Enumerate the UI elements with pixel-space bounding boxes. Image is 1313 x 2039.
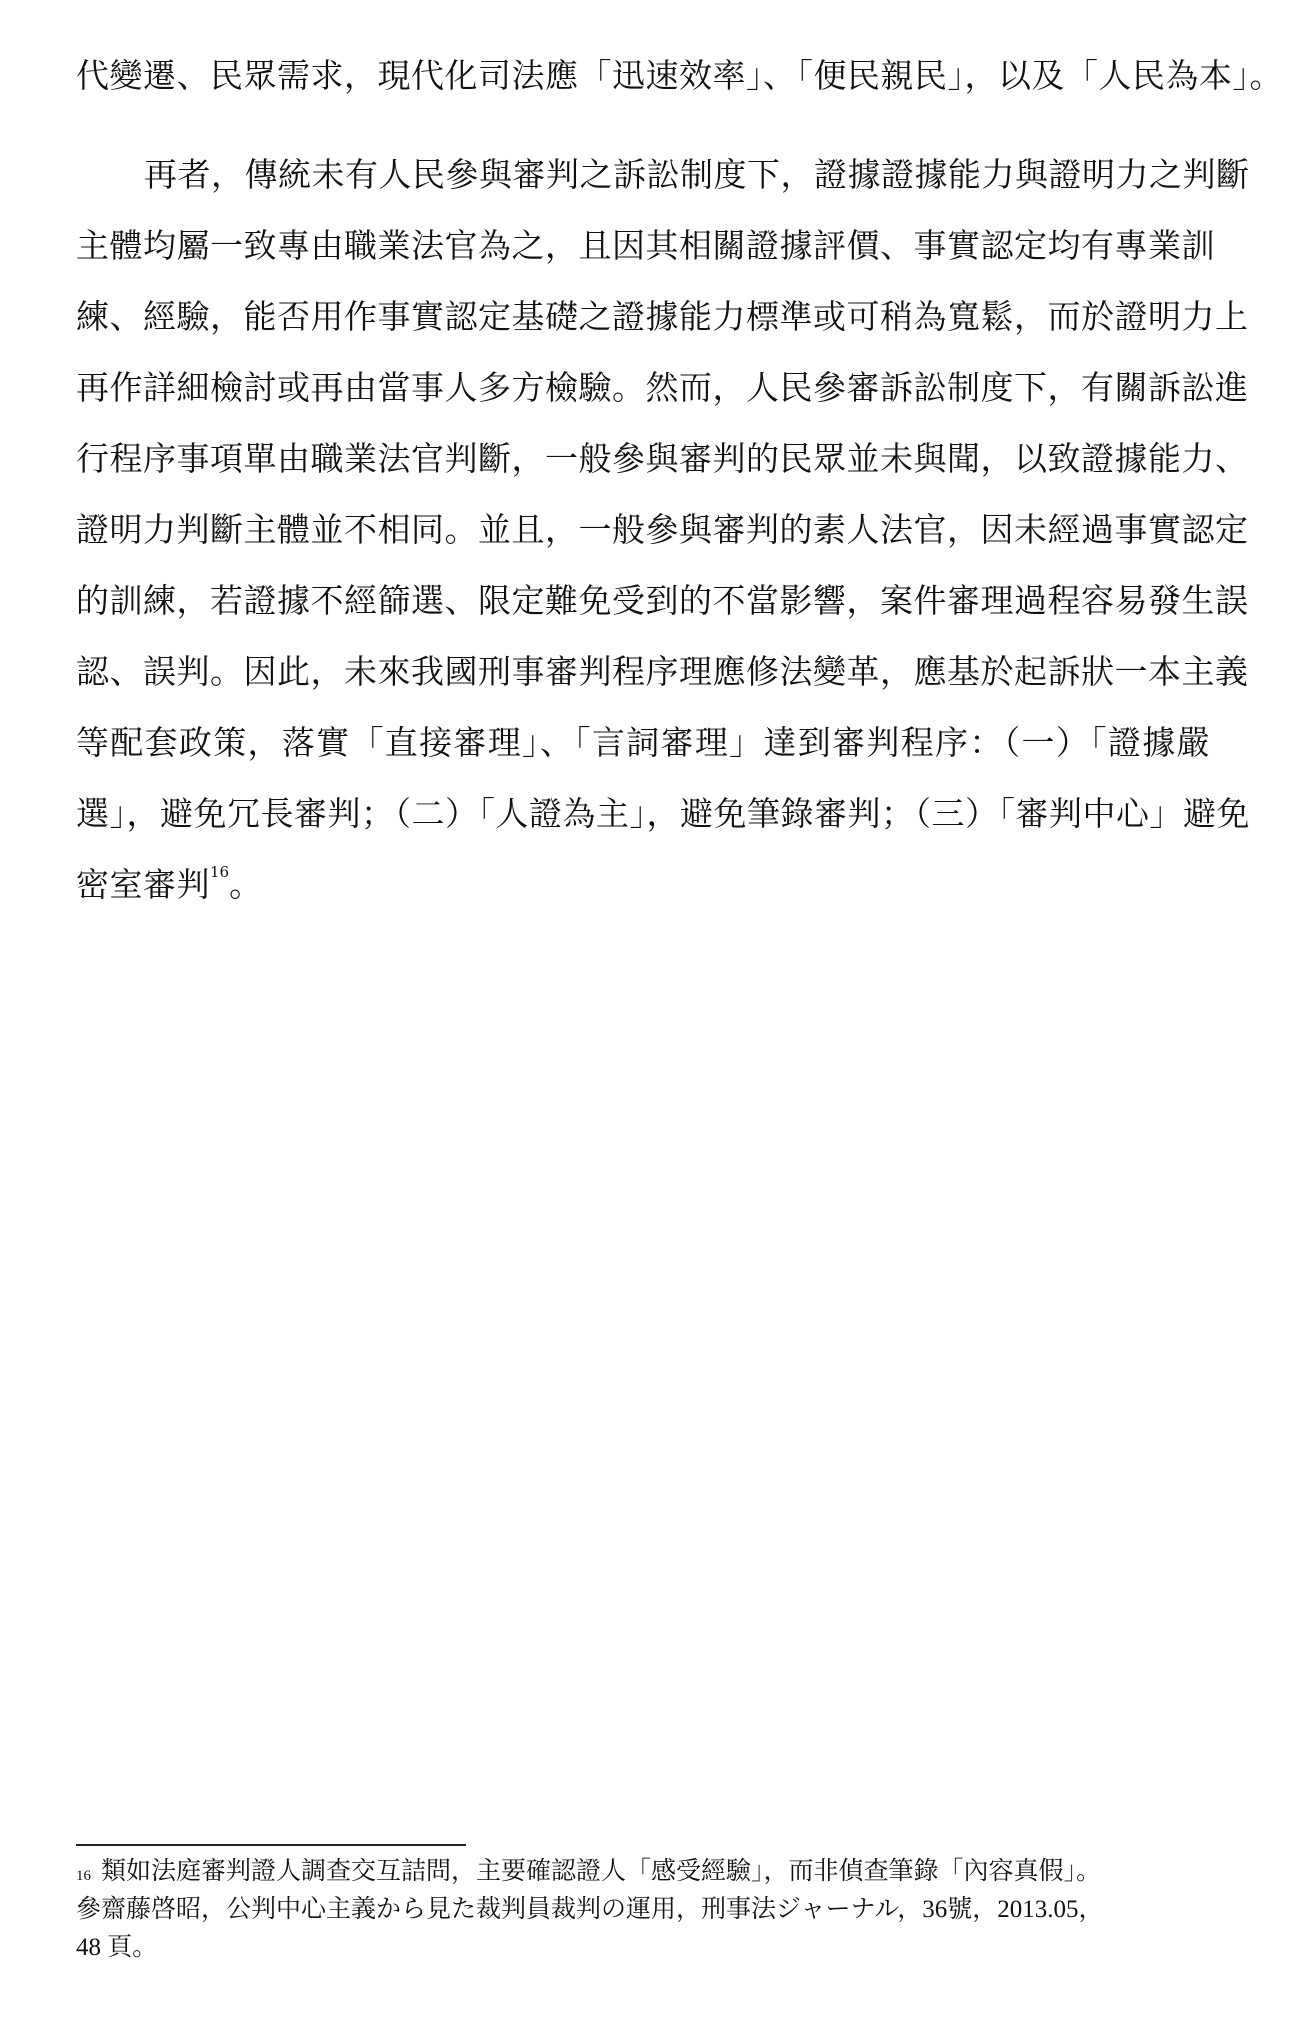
text-line: 代變遷、民眾需求，現代化司法應「迅速效率」、「便民親民」，以及「人民為本」。	[76, 56, 1283, 95]
text-line: 選」，避免冗長審判；（二）「人證為主」，避免筆錄審判；（三）「審判中心」避免	[76, 794, 1250, 833]
text-line: 行程序事項單由職業法官判斷，一般參與審判的民眾並未與聞，以致證據能力、	[76, 439, 1249, 478]
footnotes	[76, 1853, 1210, 1967]
footnote-line	[76, 1853, 1210, 1891]
body-text	[76, 40, 1283, 920]
footnote-text: 類如法庭審判證人調查交互詰問，主要確認證人「感受經驗」，而非偵查筆錄「內容真假」。	[101, 1858, 1102, 1885]
text-line: 練、經驗，能否用作事實認定基礎之證據能力標準或可稍為寬鬆，而於證明力上	[76, 297, 1249, 336]
paragraph-gap	[76, 111, 1210, 139]
text-line: 認、誤判。因此，未來我國刑事審判程序理應修法變革，應基於起訴狀一本主義	[76, 652, 1249, 691]
footnote-separator	[76, 1844, 466, 1846]
text-line-last	[76, 849, 1210, 920]
text-line: 主體均屬一致專由職業法官為之，且因其相關證據評價、事實認定均有專業訓	[76, 226, 1215, 265]
footnote-line: 48 頁。	[76, 1934, 158, 1961]
text-line: 再者，傳統未有人民參與審判之訴訟制度下，證據證據能力與證明力之判斷	[144, 155, 1250, 194]
footnote-reference[interactable]: 16	[210, 863, 230, 881]
text-fragment: 密室審判	[76, 865, 210, 904]
text-fragment: 。	[229, 865, 263, 904]
text-line: 等配套政策，落實「直接審理」、「言詞審理」達到審判程序：（一）「證據嚴	[76, 723, 1210, 762]
text-line: 的訓練，若證據不經篩選、限定難免受到的不當影響，案件審理過程容易發生誤	[76, 581, 1249, 620]
footnote-number: 16	[76, 1868, 91, 1884]
text-line: 證明力判斷主體並不相同。並且，一般參與審判的素人法官，因未經過事實認定	[76, 510, 1249, 549]
footnote-line: 參齋藤啓昭，公判中心主義から見た裁判員裁判の運用，刑事法ジャーナル，36號，2013.05，	[76, 1896, 1104, 1923]
text-line: 再作詳細檢討或再由當事人多方檢驗。然而，人民參審訴訟制度下，有關訴訟進	[76, 368, 1249, 407]
